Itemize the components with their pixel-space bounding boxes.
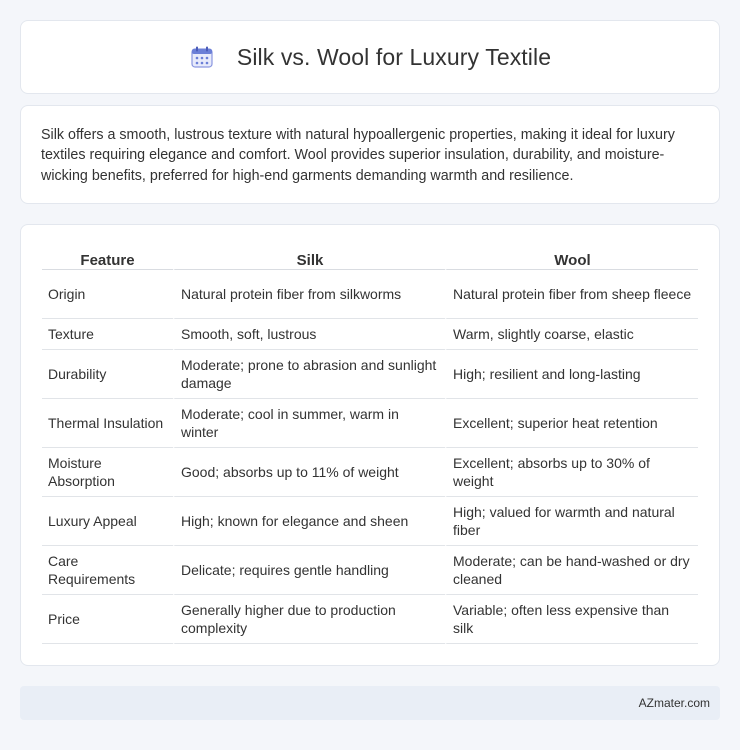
intro-text: Silk offers a smooth, lustrous texture with natural hypoallergenic properties, making it ideal for luxury textiles requiring elegance and comfort. Wool provides superior insulation, durability, and moisture-wicking benefits, preferred for high-end garments demanding warmth and resilience. <box>41 127 675 184</box>
row-silk: Generally higher due to production complexity <box>173 595 445 644</box>
row-wool: Excellent; superior heat retention <box>445 399 698 448</box>
row-wool: Warm, slightly coarse, elastic <box>445 319 698 350</box>
row-feature: Price <box>42 595 173 644</box>
table-header-row <box>42 245 698 270</box>
row-silk: Moderate; prone to abrasion and sunlight damage <box>173 350 445 399</box>
table-row <box>42 448 698 497</box>
row-silk: Smooth, soft, lustrous <box>173 319 445 350</box>
row-silk: Moderate; cool in summer, warm in winter <box>173 399 445 448</box>
row-wool: Variable; often less expensive than silk <box>445 595 698 644</box>
row-wool: High; valued for warmth and natural fiber <box>445 497 698 546</box>
row-silk: High; known for elegance and sheen <box>173 497 445 546</box>
header-silk: Silk <box>173 245 445 270</box>
row-feature: Moisture Absorption <box>42 448 173 497</box>
table-row <box>42 319 698 350</box>
footer <box>20 686 720 720</box>
footer-brand: AZmater.com <box>638 696 710 710</box>
table-row <box>42 497 698 546</box>
row-feature: Thermal Insulation <box>42 399 173 448</box>
header-feature: Feature <box>42 245 173 270</box>
header-wool: Wool <box>445 245 698 270</box>
row-feature: Care Requirements <box>42 546 173 595</box>
table-row <box>42 270 698 319</box>
table-row <box>42 595 698 644</box>
row-silk: Natural protein fiber from silkworms <box>173 270 445 319</box>
row-feature: Texture <box>42 319 173 350</box>
comparison-table <box>42 245 698 644</box>
row-wool: High; resilient and long-lasting <box>445 350 698 399</box>
row-silk: Good; absorbs up to 11% of weight <box>173 448 445 497</box>
row-wool: Moderate; can be hand-washed or dry cleaned <box>445 546 698 595</box>
row-silk: Delicate; requires gentle handling <box>173 546 445 595</box>
intro-card <box>20 105 720 204</box>
table-row <box>42 350 698 399</box>
table-row <box>42 399 698 448</box>
table-row <box>42 546 698 595</box>
title-card <box>20 20 720 94</box>
comparison-card <box>20 224 720 666</box>
row-feature: Origin <box>42 270 173 319</box>
row-feature: Durability <box>42 350 173 399</box>
row-wool: Excellent; absorbs up to 30% of weight <box>445 448 698 497</box>
row-feature: Luxury Appeal <box>42 497 173 546</box>
calendar-icon <box>189 44 215 70</box>
row-wool: Natural protein fiber from sheep fleece <box>445 270 698 319</box>
page-title: Silk vs. Wool for Luxury Textile <box>236 43 552 70</box>
